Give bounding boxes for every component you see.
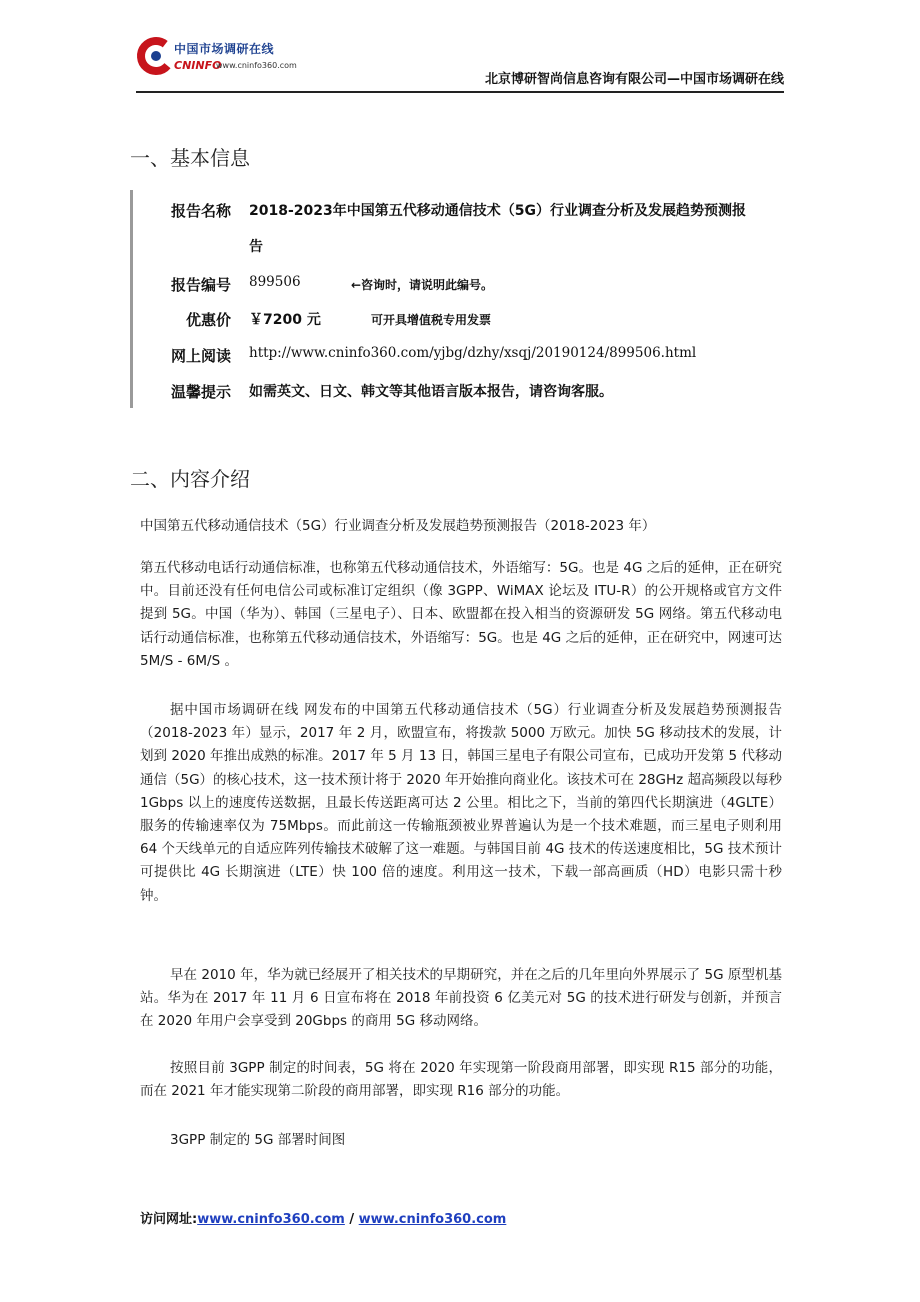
info-label: 温馨提示 <box>170 383 231 401</box>
page-footer <box>140 1208 506 1227</box>
content-subtitle: 中国第五代移动通信技术（5G）行业调查分析及发展趋势预测报告（2018-2023 年） <box>140 518 656 534</box>
footer-separator: / <box>344 1212 359 1227</box>
footer-link-2[interactable]: www.cninfo360.com <box>358 1212 507 1227</box>
logo-chinese-text: 中国市场调研在线 <box>174 42 275 56</box>
paragraph: 按照目前 3GPP 制定的时间表，5G 将在 2020 年实现第一阶段商用部署，即实现 R15 部分的功能，而在 2021 年才能实现第二阶段的商用部署，即实现 R16 部分的功能。 <box>140 1060 782 1100</box>
info-value-continued: 告 <box>249 239 263 255</box>
figure-caption: 3GPP 制定的 5G 部署时间图 <box>170 1132 346 1148</box>
company-name: 北京博研智尚信息咨询有限公司—中国市场调研在线 <box>484 72 784 87</box>
logo-c-icon <box>136 36 176 76</box>
paragraph: 早在 2010 年，华为就已经展开了相关技术的早期研究，并在之后的几年里向外界展示了 5G 原型机基站。华为在 2017 年 11 月 6 日宣布将在 2018 年前投资 6 亿美元对 5G 的技术进行研发与创新，并预言在 2020 年用户会享受到 20Gbps 的商用 5G 移动网络。 <box>140 967 782 1030</box>
info-note: ←咨询时，请说明此编号。 <box>351 278 494 292</box>
footer-link-1[interactable]: www.cninfo360.com <box>197 1212 345 1227</box>
online-read-link[interactable]: http://www.cninfo360.com/yjbg/dzhy/xsqj/20190124/899506.html <box>249 345 697 361</box>
logo-english-text: CNINFO <box>174 59 222 72</box>
info-value: ￥7200 元 <box>249 312 321 328</box>
company-logo <box>136 34 306 80</box>
info-label: 报告名称 <box>170 202 231 220</box>
header-divider <box>136 91 784 93</box>
info-value: 899506 <box>249 274 301 290</box>
info-label: 优惠价 <box>185 311 231 329</box>
info-value: 2018-2023年中国第五代移动通信技术（5G）行业调查分析及发展趋势预测报 <box>249 203 746 219</box>
basic-info-box <box>130 190 803 408</box>
info-label: 网上阅读 <box>170 347 231 365</box>
section-title-basic-info: 一、基本信息 <box>130 146 250 170</box>
footer-label: 访问网址: <box>140 1212 198 1227</box>
page-header <box>136 30 784 94</box>
info-label: 报告编号 <box>170 276 231 294</box>
info-value: 如需英文、日文、韩文等其他语言版本报告，请咨询客服。 <box>249 384 613 400</box>
section-title-content: 二、内容介绍 <box>130 467 250 491</box>
info-note: 可开具增值税专用发票 <box>371 313 492 327</box>
paragraph: 据中国市场调研在线 网发布的中国第五代移动通信技术（5G）行业调查分析及发展趋势预测报告（2018-2023 年）显示，2017 年 2 月，欧盟宣布，将拨款 5000 万欧元。加快 5G 移动技术的发展，计划到 2020 年推出成熟的标准。2017 年 5 月 13 日，韩国三星电子有限公司宣布，已成功开发第 5 代移动通信（5G）的核心技术，这一技术预计将于 2020 年开始推向商业化。该技术可在 28GHz 超高频段以每秒 1Gbps 以上的速度传送数据，且最长传送距离可达 2 公里。相比之下，当前的第四代长期演进（4GLTE）服务的传输速率仅为 75Mbps。而此前这一传输瓶颈被业界普遍认为是一个技术难题，而三星电子则利用 64 个天线单元的自适应阵列传输技术破解了这一难题。与韩国目前 4G 技术的传送速度相比，5G 技术预计可提供比 4G 长期演进（LTE）快 100 倍的速度。利用这一技术，下载一部高画质（HD）电影只需十秒钟。 <box>140 702 782 904</box>
paragraph: 第五代移动电话行动通信标准，也称第五代移动通信技术，外语缩写：5G。也是 4G 之后的延伸，正在研究中。目前还没有任何电信公司或标准订定组织（像 3GPP、WiMAX 论坛及 ITU-R）的公开规格或官方文件提到 5G。中国（华为）、韩国（三星电子）、日本、欧盟都在投入相当的资源研发 5G 网络。第五代移动电话行动通信标准，也称第五代移动通信技术，外语缩写：5G。也是 4G 之后的延伸，正在研究中，网速可达 5M/S - 6M/S 。 <box>140 560 782 669</box>
logo-url-text: www.cninfo360.com <box>216 61 297 70</box>
